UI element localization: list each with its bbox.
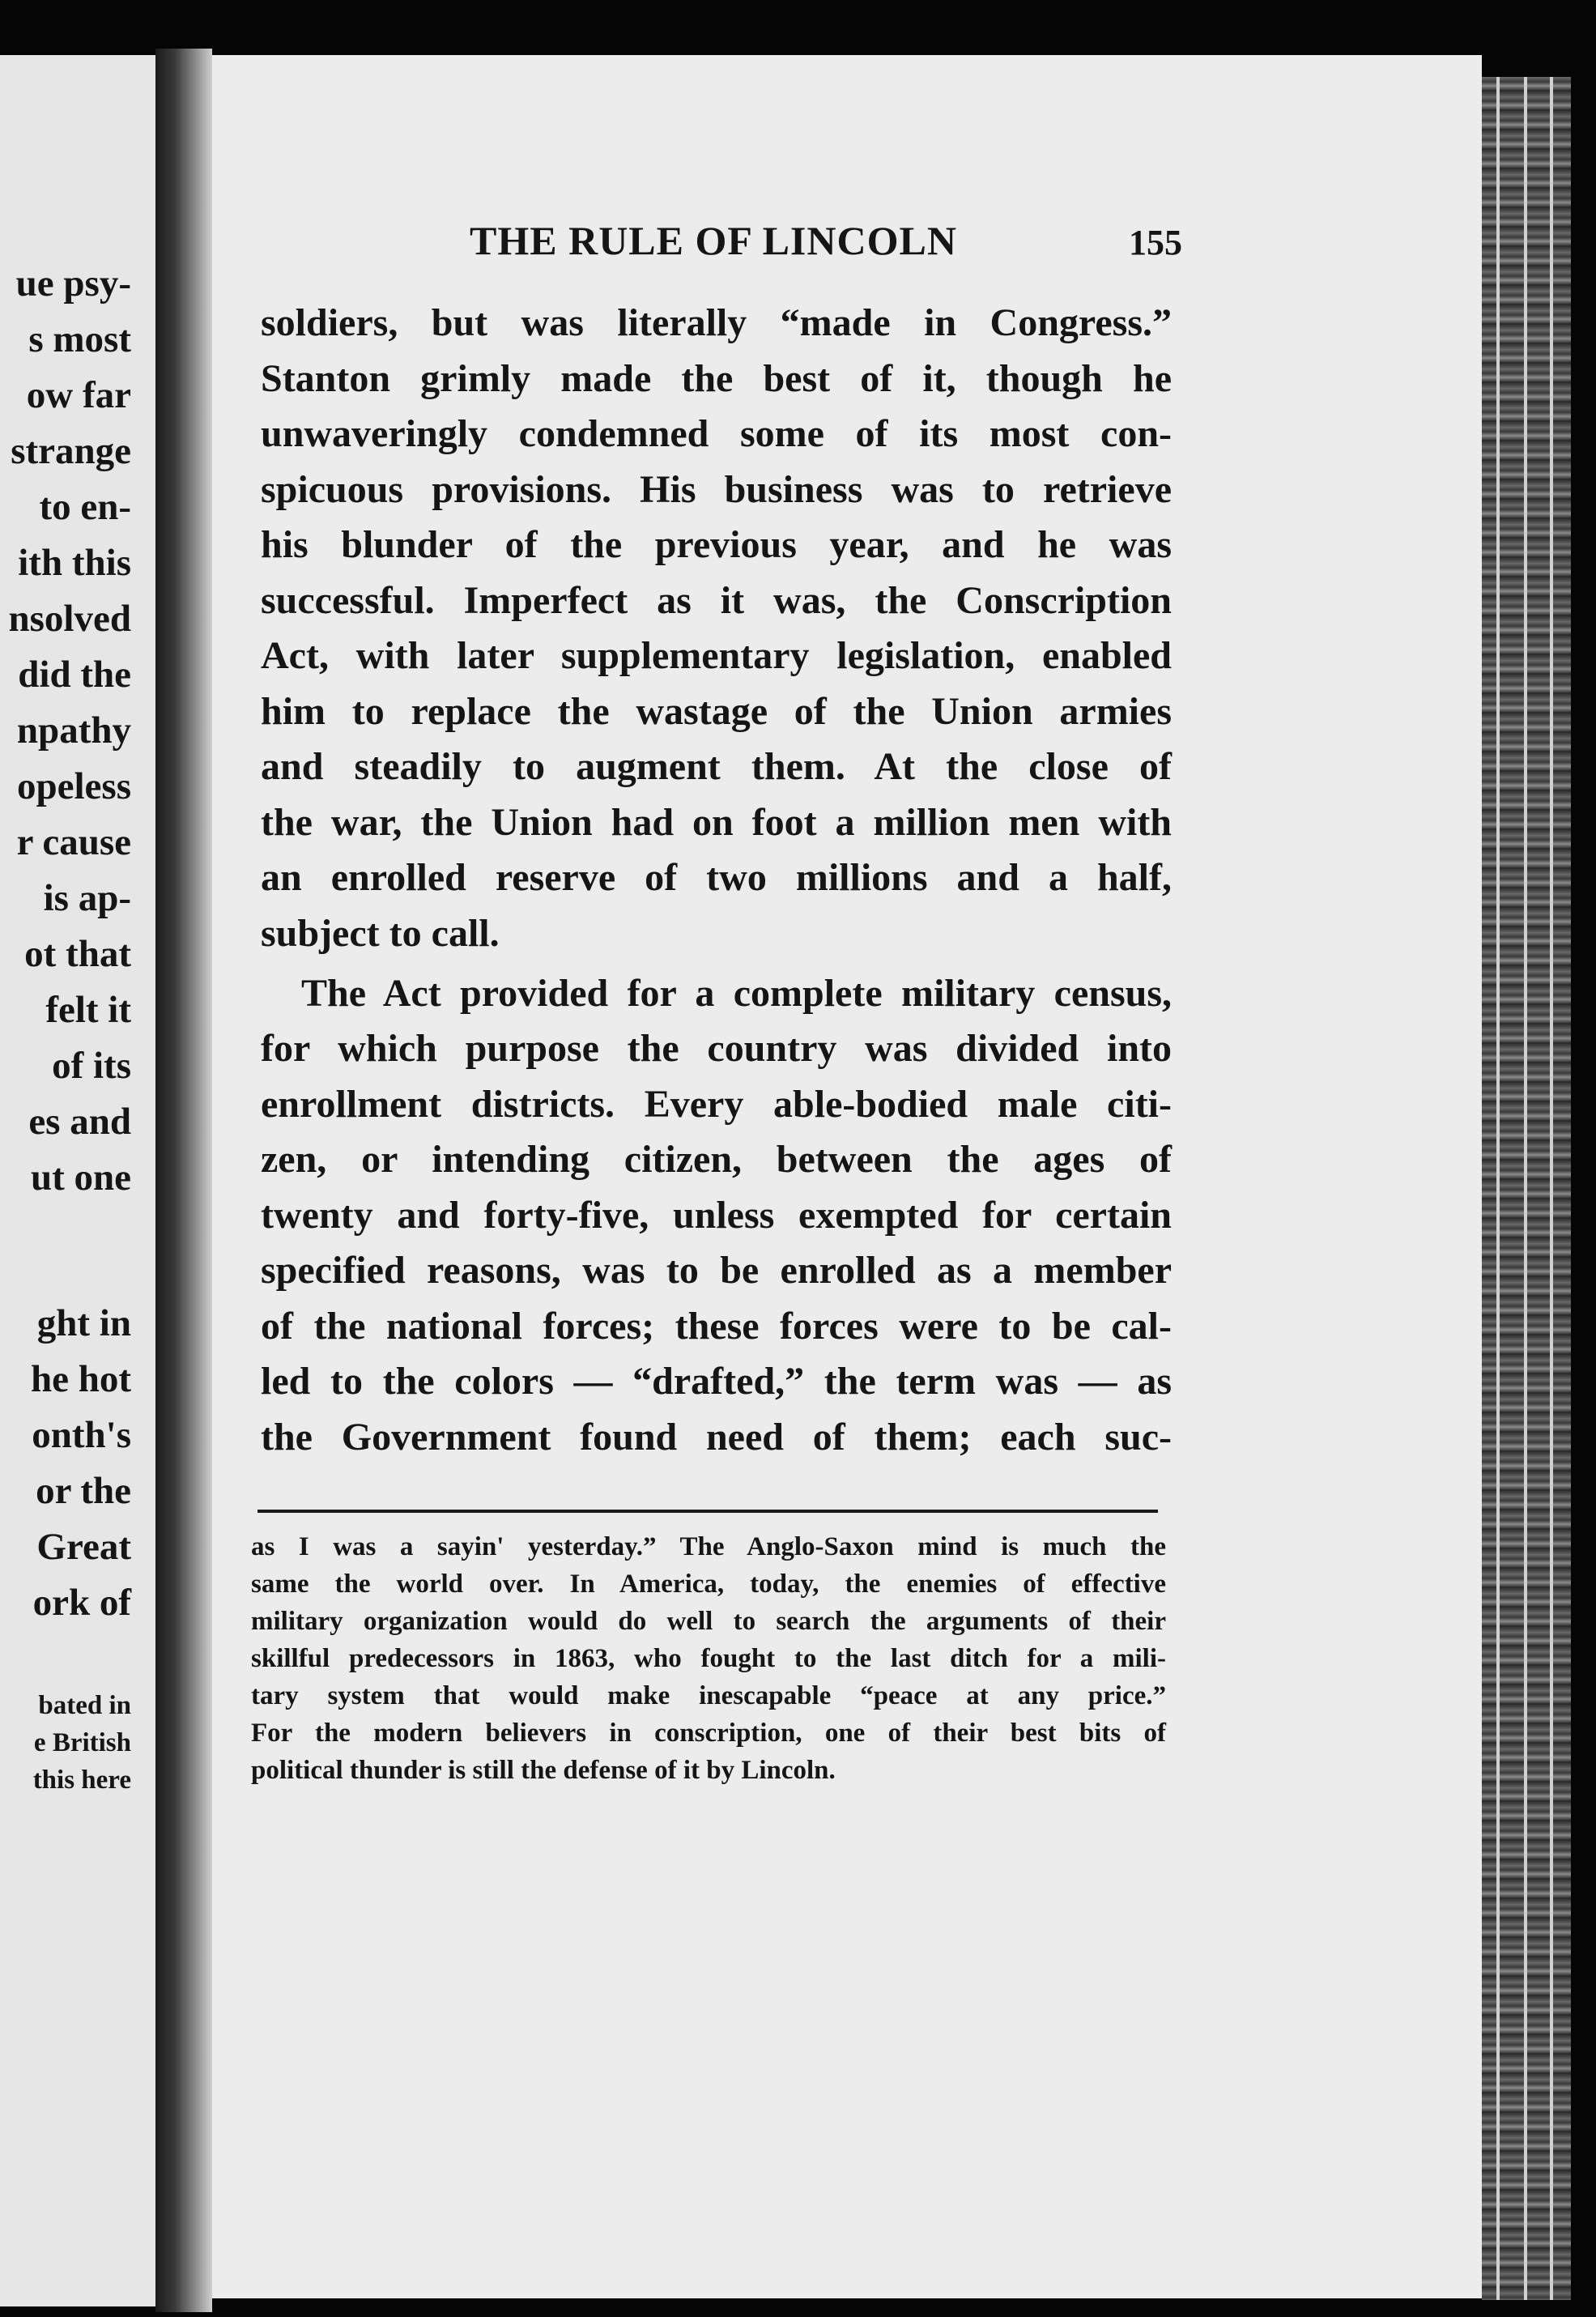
facing-page-fragment: ork of [32, 1582, 131, 1624]
facing-page-fragment: he hot [30, 1358, 131, 1400]
facing-page-fragment: or the [36, 1470, 131, 1512]
footnote-line: same the world over. In America, today, the enemies of effective [251, 1570, 1166, 1599]
text-line: enrollment districts. Every able-bodied male citi- [261, 1083, 1172, 1126]
footnote-line: tary system that would make inescapable “peace at any price.” [251, 1681, 1166, 1710]
facing-page-fragment: ow far [26, 374, 131, 416]
facing-page-fragment: ght in [36, 1302, 131, 1344]
text-line: spicuous provisions. His business was to retrieve [261, 468, 1172, 511]
facing-page-fragment: to en- [39, 486, 131, 528]
text-line: the Government found need of them; each suc- [261, 1416, 1172, 1459]
facing-page-fragment: is ap- [43, 877, 131, 919]
text-line: for which purpose the country was divided into [261, 1027, 1172, 1070]
running-title: THE RULE OF LINCOLN [470, 218, 957, 263]
facing-page-fragment: Great [36, 1526, 131, 1568]
page-stack-edge [1482, 77, 1571, 2300]
facing-page-footnote-fragment: e British [33, 1728, 131, 1757]
text-line: Act, with later supplementary legislation, enabled [261, 634, 1172, 677]
page-edge-line [1550, 77, 1553, 2300]
footnote-rule [257, 1510, 1158, 1513]
footnote-line: as I was a sayin' yesterday.” The Anglo-Saxon mind is much the [251, 1532, 1166, 1561]
text-line: led to the colors — “drafted,” the term was — as [261, 1360, 1172, 1403]
facing-page-fragment: ut one [30, 1156, 131, 1199]
facing-page-fragment: ith this [18, 542, 131, 584]
facing-page-left [0, 55, 155, 2306]
facing-page-fragment: es and [28, 1101, 131, 1143]
text-line: zen, or intending citizen, between the ages of [261, 1138, 1172, 1181]
text-line: The Act provided for a complete military census, [301, 972, 1172, 1015]
facing-page-fragment: opeless [17, 765, 131, 807]
facing-page-fragment: ot that [24, 933, 131, 975]
text-line: an enrolled reserve of two millions and a half, [261, 856, 1172, 899]
facing-page-fragment: s most [28, 318, 131, 360]
facing-page-fragment: felt it [45, 989, 131, 1031]
facing-page-fragment: npathy [16, 709, 131, 752]
text-line: specified reasons, was to be enrolled as a member [261, 1249, 1172, 1292]
facing-page-footnote-fragment: this here [32, 1765, 131, 1795]
text-line: him to replace the wastage of the Union armies [261, 690, 1172, 733]
page-edge-line [1496, 77, 1500, 2300]
text-line: the war, the Union had on foot a million men with [261, 801, 1172, 844]
page-edge-line [1524, 77, 1527, 2300]
footnote-line: political thunder is still the defense of it by Lincoln. [251, 1756, 836, 1785]
facing-page-fragment: ue psy- [15, 262, 131, 305]
facing-page-fragment: did the [18, 654, 131, 696]
text-line: and steadily to augment them. At the close of [261, 745, 1172, 788]
text-line: Stanton grimly made the best of it, though he [261, 357, 1172, 400]
text-line: unwaveringly condemned some of its most con- [261, 412, 1172, 455]
facing-page-fragment: onth's [32, 1414, 131, 1456]
footnote-line: For the modern believers in conscription, one of their best bits of [251, 1719, 1166, 1748]
footnote-line: skillful predecessors in 1863, who fought to the last ditch for a mili- [251, 1644, 1166, 1673]
text-line: twenty and forty-five, unless exempted for certain [261, 1194, 1172, 1237]
text-line: his blunder of the previous year, and he was [261, 523, 1172, 566]
book-gutter [155, 49, 212, 2312]
facing-page-fragment: of its [52, 1045, 131, 1087]
page-number: 155 [1129, 223, 1182, 262]
text-line: successful. Imperfect as it was, the Conscription [261, 579, 1172, 622]
facing-page-fragment: nsolved [8, 598, 131, 640]
page-header [259, 217, 1182, 266]
text-line: subject to call. [261, 912, 500, 955]
text-line: of the national forces; these forces were to be cal- [261, 1305, 1172, 1348]
facing-page-fragment: strange [11, 430, 131, 472]
footnote-line: military organization would do well to search the arguments of their [251, 1607, 1166, 1636]
facing-page-fragment: r cause [16, 821, 131, 863]
text-line: soldiers, but was literally “made in Congress.” [261, 301, 1172, 344]
facing-page-footnote-fragment: bated in [38, 1691, 131, 1720]
